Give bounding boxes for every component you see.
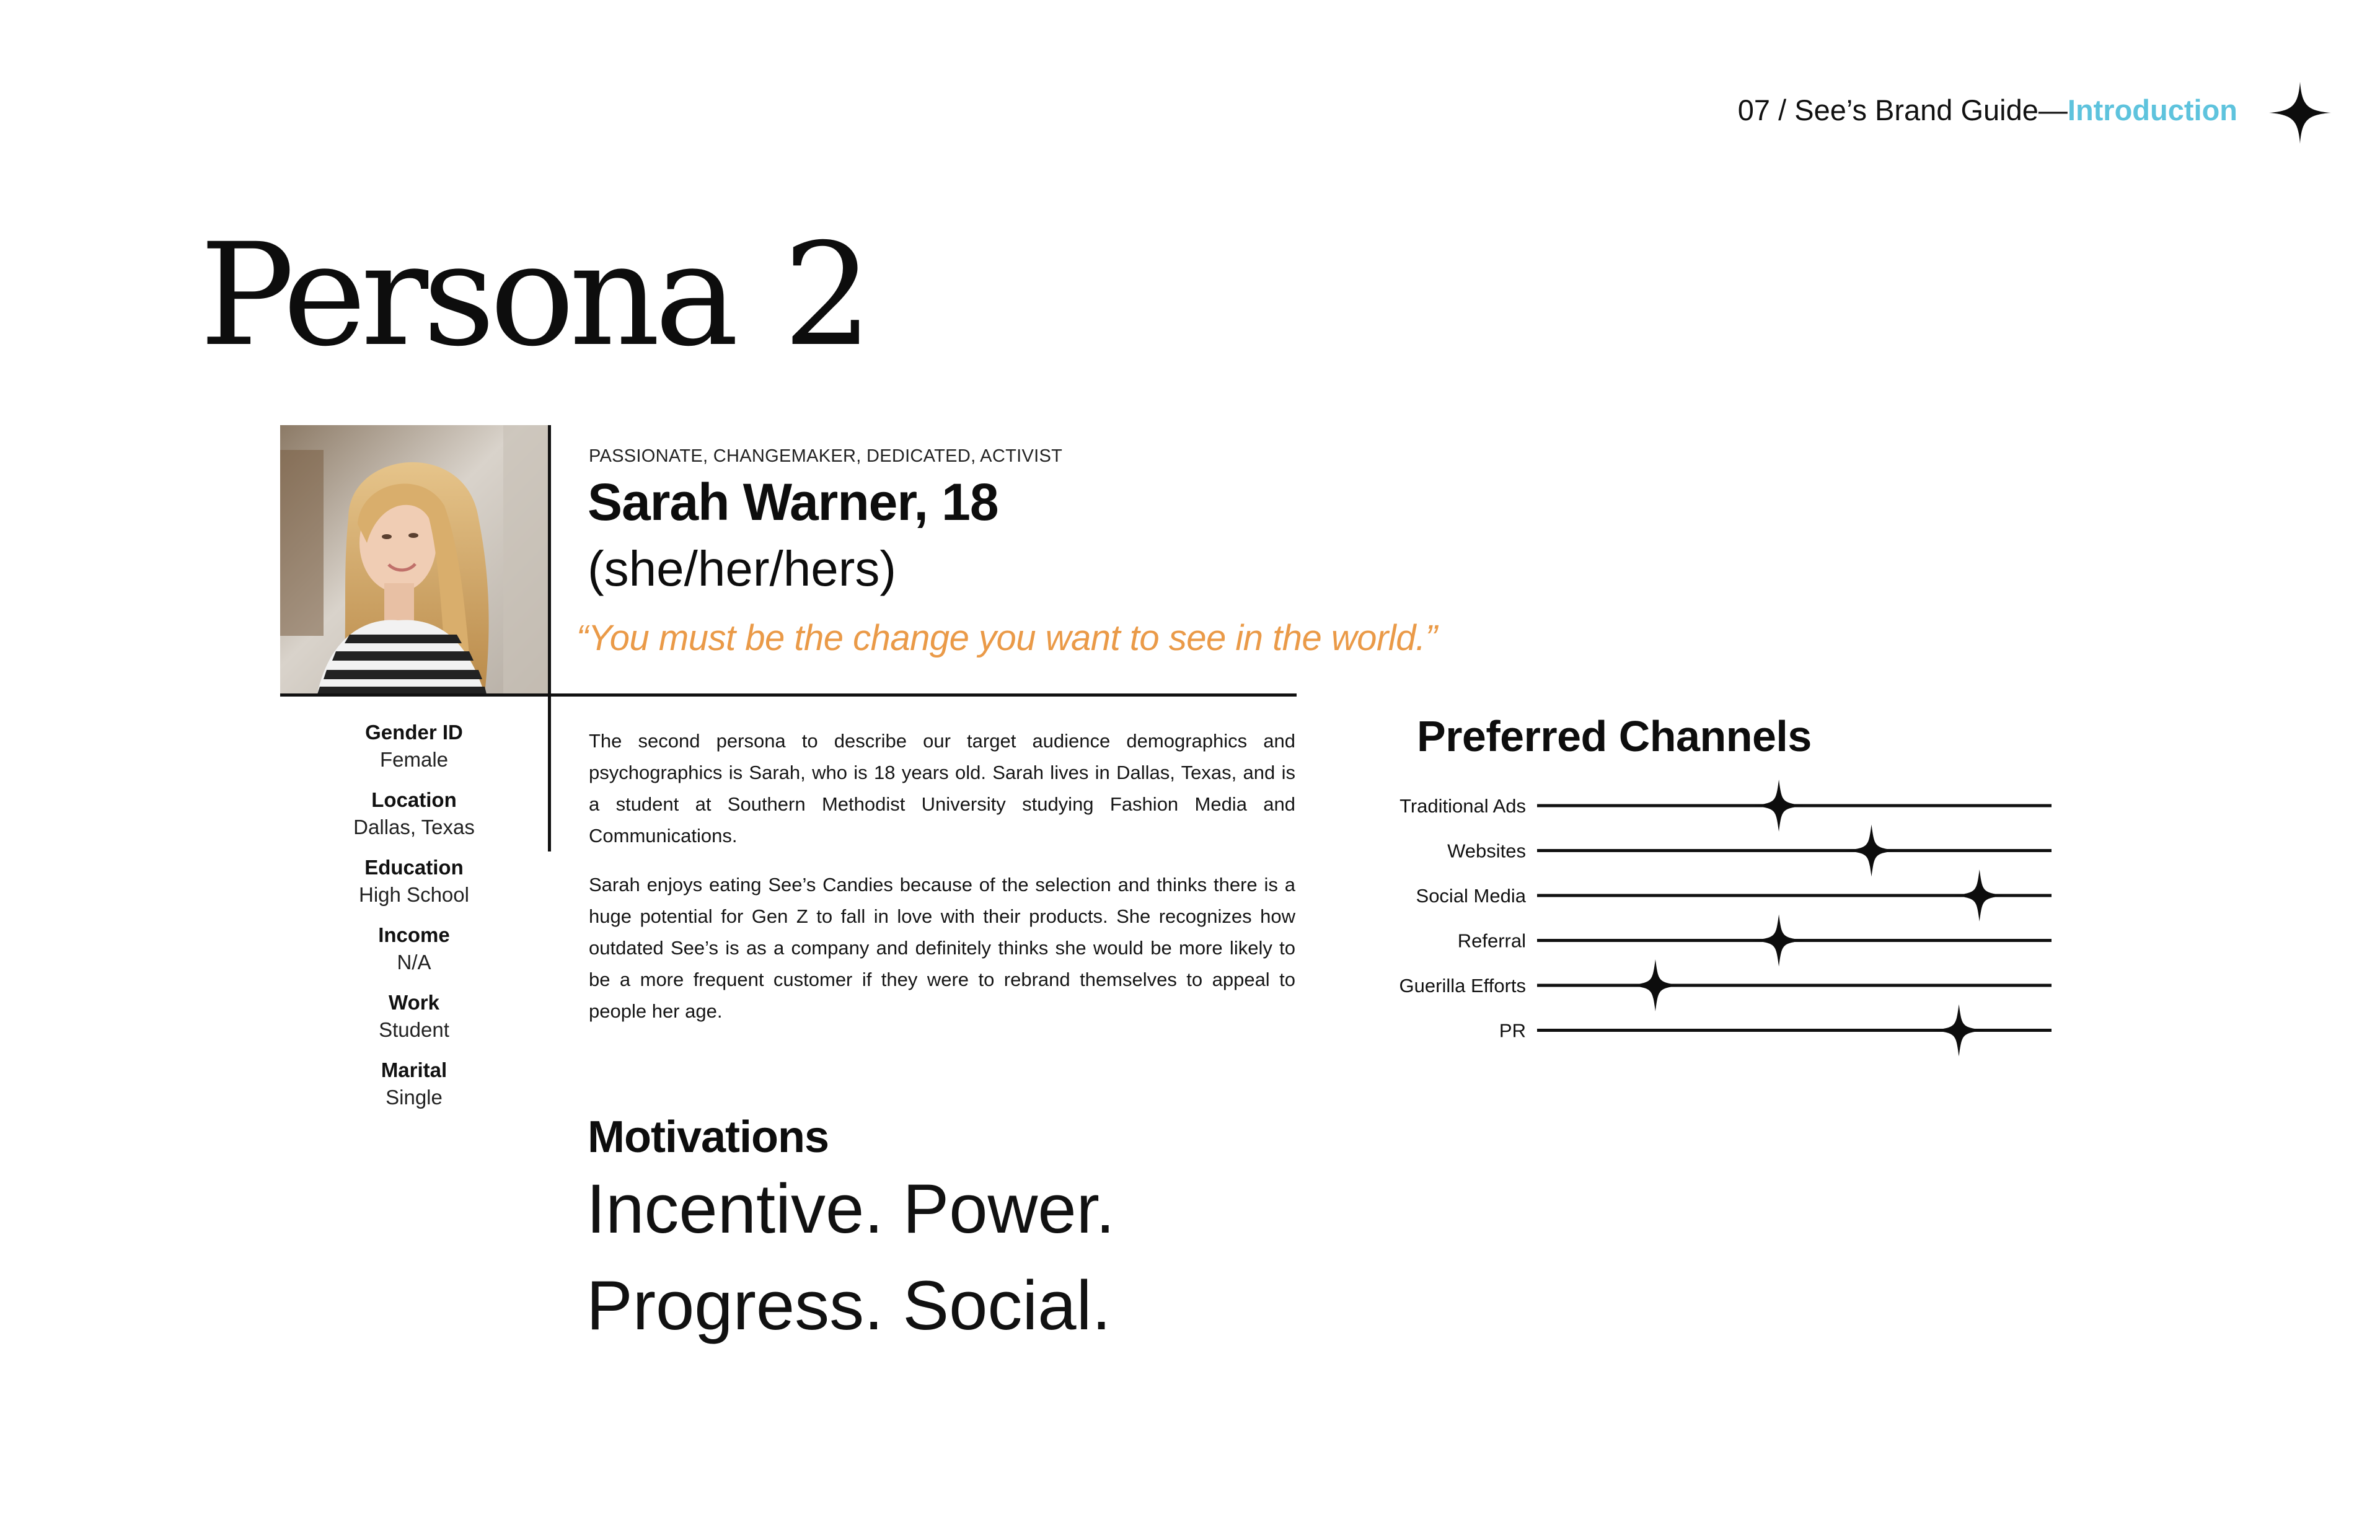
channel-row: [1458, 915, 2052, 967]
portrait-image: [280, 425, 548, 694]
demographic-label: Work: [389, 991, 439, 1014]
channel-label: Referral: [1457, 930, 1526, 952]
channel-label: Websites: [1447, 840, 1526, 862]
demographic-value: High School: [359, 883, 469, 906]
horizontal-divider: [280, 693, 1297, 697]
persona-quote: “You must be the change you want to see in the world.”: [576, 618, 1437, 658]
demographic-label: Education: [364, 856, 464, 879]
persona-description: [589, 725, 1295, 1044]
vertical-divider: [548, 425, 551, 851]
channels-svg: [1388, 781, 2070, 1054]
header-section-link[interactable]: Introduction: [2067, 94, 2237, 126]
demographic-label: Marital: [381, 1058, 447, 1081]
four-point-star-icon: [1846, 825, 1898, 877]
persona-name: Sarah Warner, 18: [588, 473, 998, 531]
channel-row: [1399, 780, 2052, 832]
four-point-star-icon: [2269, 82, 2331, 144]
demographic-label: Income: [378, 923, 450, 946]
four-point-star-icon: [1933, 1005, 1985, 1057]
motivations-heading: Motivations: [588, 1112, 829, 1162]
page-title-number: 2: [783, 213, 868, 377]
demographic-label: Location: [371, 788, 457, 811]
channel-label: Guerilla Efforts: [1399, 975, 1526, 997]
demographic-location: [280, 786, 548, 841]
motivations-line-2: Progress. Social.: [586, 1267, 1111, 1344]
page-title-word: Persona: [200, 213, 734, 377]
channel-label: Social Media: [1416, 885, 1526, 907]
description-paragraph-1: The second persona to describe our target audience demographics and psychographics is Sarah, who is 18 years old. Sarah lives in Dallas, Texas, and is a student at Southern Methodist University studying Fashion Media and Communications.: [589, 730, 1295, 847]
four-point-star-icon: [1753, 780, 1805, 832]
four-point-star-icon: [1753, 915, 1805, 967]
motivations-line-1: Incentive. Power.: [586, 1170, 1115, 1247]
demographic-value: Single: [386, 1086, 443, 1109]
channel-label: Traditional Ads: [1399, 795, 1526, 817]
page-title: [200, 213, 868, 377]
four-point-star-icon: [1954, 869, 2006, 922]
four-point-star-icon: [1629, 959, 1681, 1011]
demographics-list: [280, 719, 548, 1124]
persona-pronouns: (she/her/hers): [588, 541, 896, 596]
demographic-income: [280, 922, 548, 976]
demographic-marital: [280, 1057, 548, 1111]
demographic-value: N/A: [397, 951, 431, 974]
preferred-channels-heading: Preferred Channels: [1417, 712, 1812, 760]
preferred-channels-scale: [1388, 781, 2070, 1054]
channel-row: [1399, 959, 2052, 1011]
demographic-value: Student: [379, 1018, 449, 1041]
channel-label: PR: [1499, 1019, 1526, 1042]
header-prefix: 07 / See’s Brand Guide—: [1737, 94, 2068, 126]
persona-photo: [280, 425, 548, 694]
demographic-value: Female: [379, 748, 449, 771]
demographic-education: [280, 854, 548, 909]
channel-row: [1499, 1005, 2052, 1057]
page-header: [1738, 93, 2237, 127]
demographic-label: Gender ID: [365, 721, 463, 744]
description-paragraph-2: Sarah enjoys eating See’s Candies because of the selection and thinks there is a huge potential for Gen Z to fall in love with their products. She recognizes how outdated See’s is as a company and definitely thinks she would be more likely to be a more frequent customer if they were to rebrand themselves to appeal to people her age.: [589, 874, 1295, 1022]
demographic-value: Dallas, Texas: [353, 816, 475, 838]
demographic-work: [280, 989, 548, 1044]
channel-row: [1447, 825, 2052, 877]
persona-tags: PASSIONATE, CHANGEMAKER, DEDICATED, ACTIVIST: [589, 446, 1063, 466]
demographic-gender: [280, 719, 548, 773]
channel-row: [1416, 869, 2052, 922]
